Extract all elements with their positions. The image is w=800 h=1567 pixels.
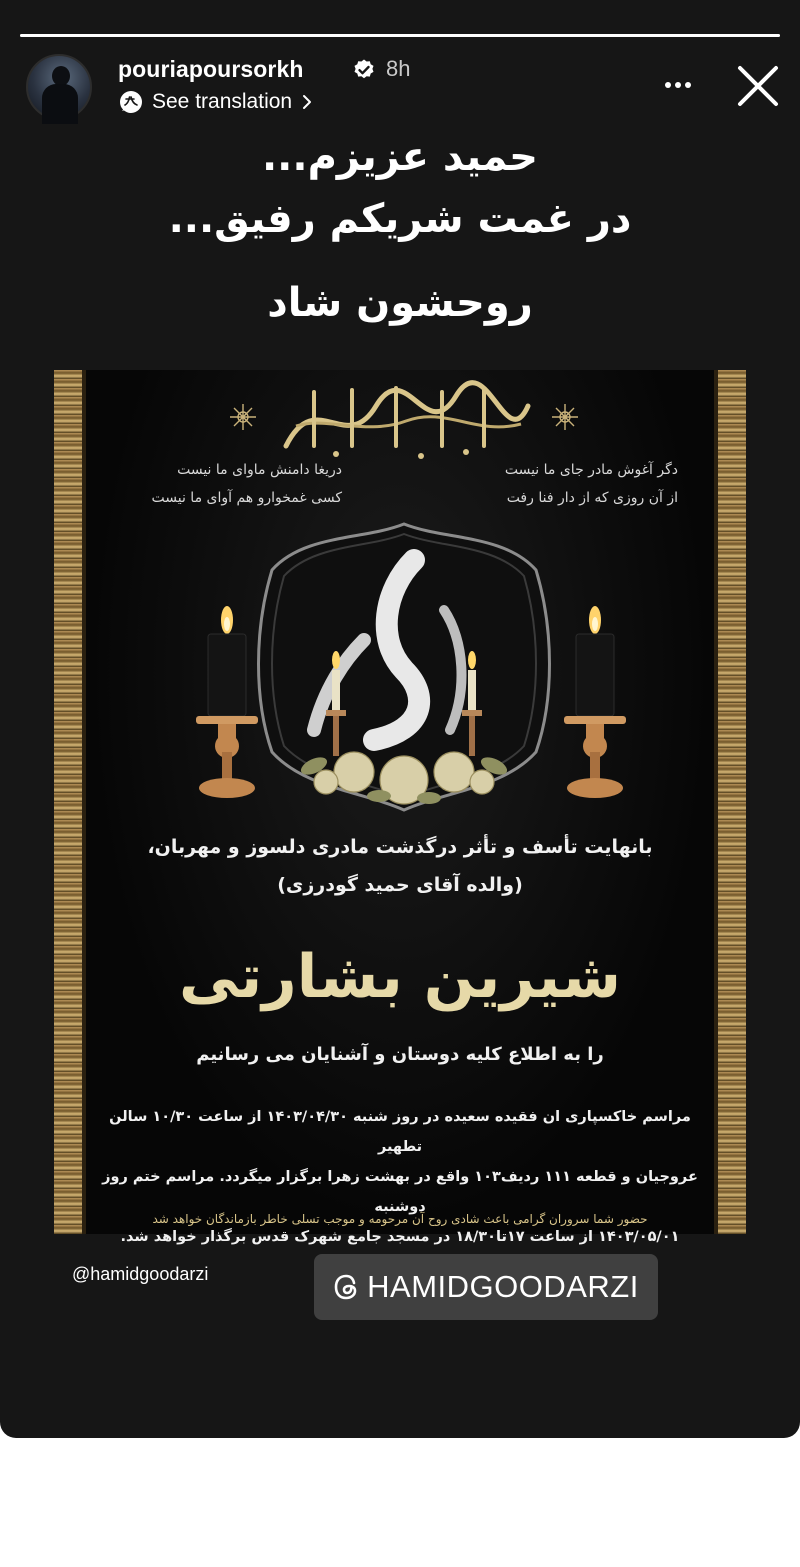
ceremony-line-3: ۱۴۰۳/۰۵/۰۱ از ساعت ۱۷تا۱۸/۳۰ در مسجد جامع شهرک قدس برگذار خواهد شد. [120,1229,680,1245]
quran-verse-calligraphy [256,376,556,466]
avatar[interactable] [26,54,92,120]
poster-border-left [54,370,86,1234]
poster-footer: حضور شما سروران گرامی باعث شادی روح آن مرحومه و موجب تسلی خاطر بازماندگان خواهد شد [152,1212,648,1226]
candle-right-icon [550,606,640,806]
mention-text[interactable]: @hamidgoodarzi [72,1264,209,1284]
deceased-name: شیرین بشارتی [178,942,622,1012]
close-icon[interactable] [734,62,782,110]
chevron-right-icon [300,93,314,111]
inform-text: را به اطلاع کلیه دوستان و آشنایان می رسانیم [196,1044,604,1065]
see-translation-button[interactable] [118,88,314,116]
condolence-poster [54,370,746,1245]
relation-text: (والده آقای حمید گودرزی) [277,874,523,896]
verse-right-2: از آن روزی که از دار فنا رفت [506,490,678,506]
see-translation-label: See translation [152,90,293,113]
verified-badge-icon [352,58,376,82]
ceremony-line-1: مراسم خاکسپاری ان فقیده سعیده در روز شنبه ۱۴۰۳/۰۴/۳۰ از ساعت ۱۰/۳۰ سالن تطهیر [109,1109,691,1155]
verse-left-1: دریغا دامنش ماوای ما نیست [177,462,342,478]
caption-line-3: روحشون شاد [267,280,533,326]
poster-border-right [714,370,746,1234]
caption-line-1: حمید عزیزم... [261,134,538,180]
ceremony-details [96,1102,704,1252]
threads-icon [333,1272,361,1302]
verse-left-2: کسی غمخوارو هم آوای ما نیست [151,490,342,506]
mention-sticker-label: HAMIDGOODARZI [367,1269,639,1304]
condolence-text: بانهایت تأسف و تأثر درگذشت مادری دلسوز و مهربان، [147,836,653,858]
post-time: 8h [386,56,411,81]
candle-left-icon [182,606,272,806]
username[interactable]: pouriapoursorkh [118,56,304,82]
more-options-icon[interactable] [660,70,696,100]
translate-icon [118,89,144,115]
verse-right-1: دگر آغوش مادر جای ما نیست [504,462,678,478]
ceremony-line-2: عروجیان و قطعه ۱۱۱ ردیف۱۰۳ واقع در بهشت زهرا برگزار میگردد. مراسم ختم روز دوشنبه [102,1169,698,1215]
mention-sticker[interactable] [314,1254,658,1320]
story-progress-bar [20,34,780,37]
memorial-frame-with-calligraphy [254,520,554,820]
story-progress-fill [20,34,780,37]
rosette-ornament-icon [228,402,258,432]
caption-line-2: در غمت شریکم رفیق... [168,196,632,242]
